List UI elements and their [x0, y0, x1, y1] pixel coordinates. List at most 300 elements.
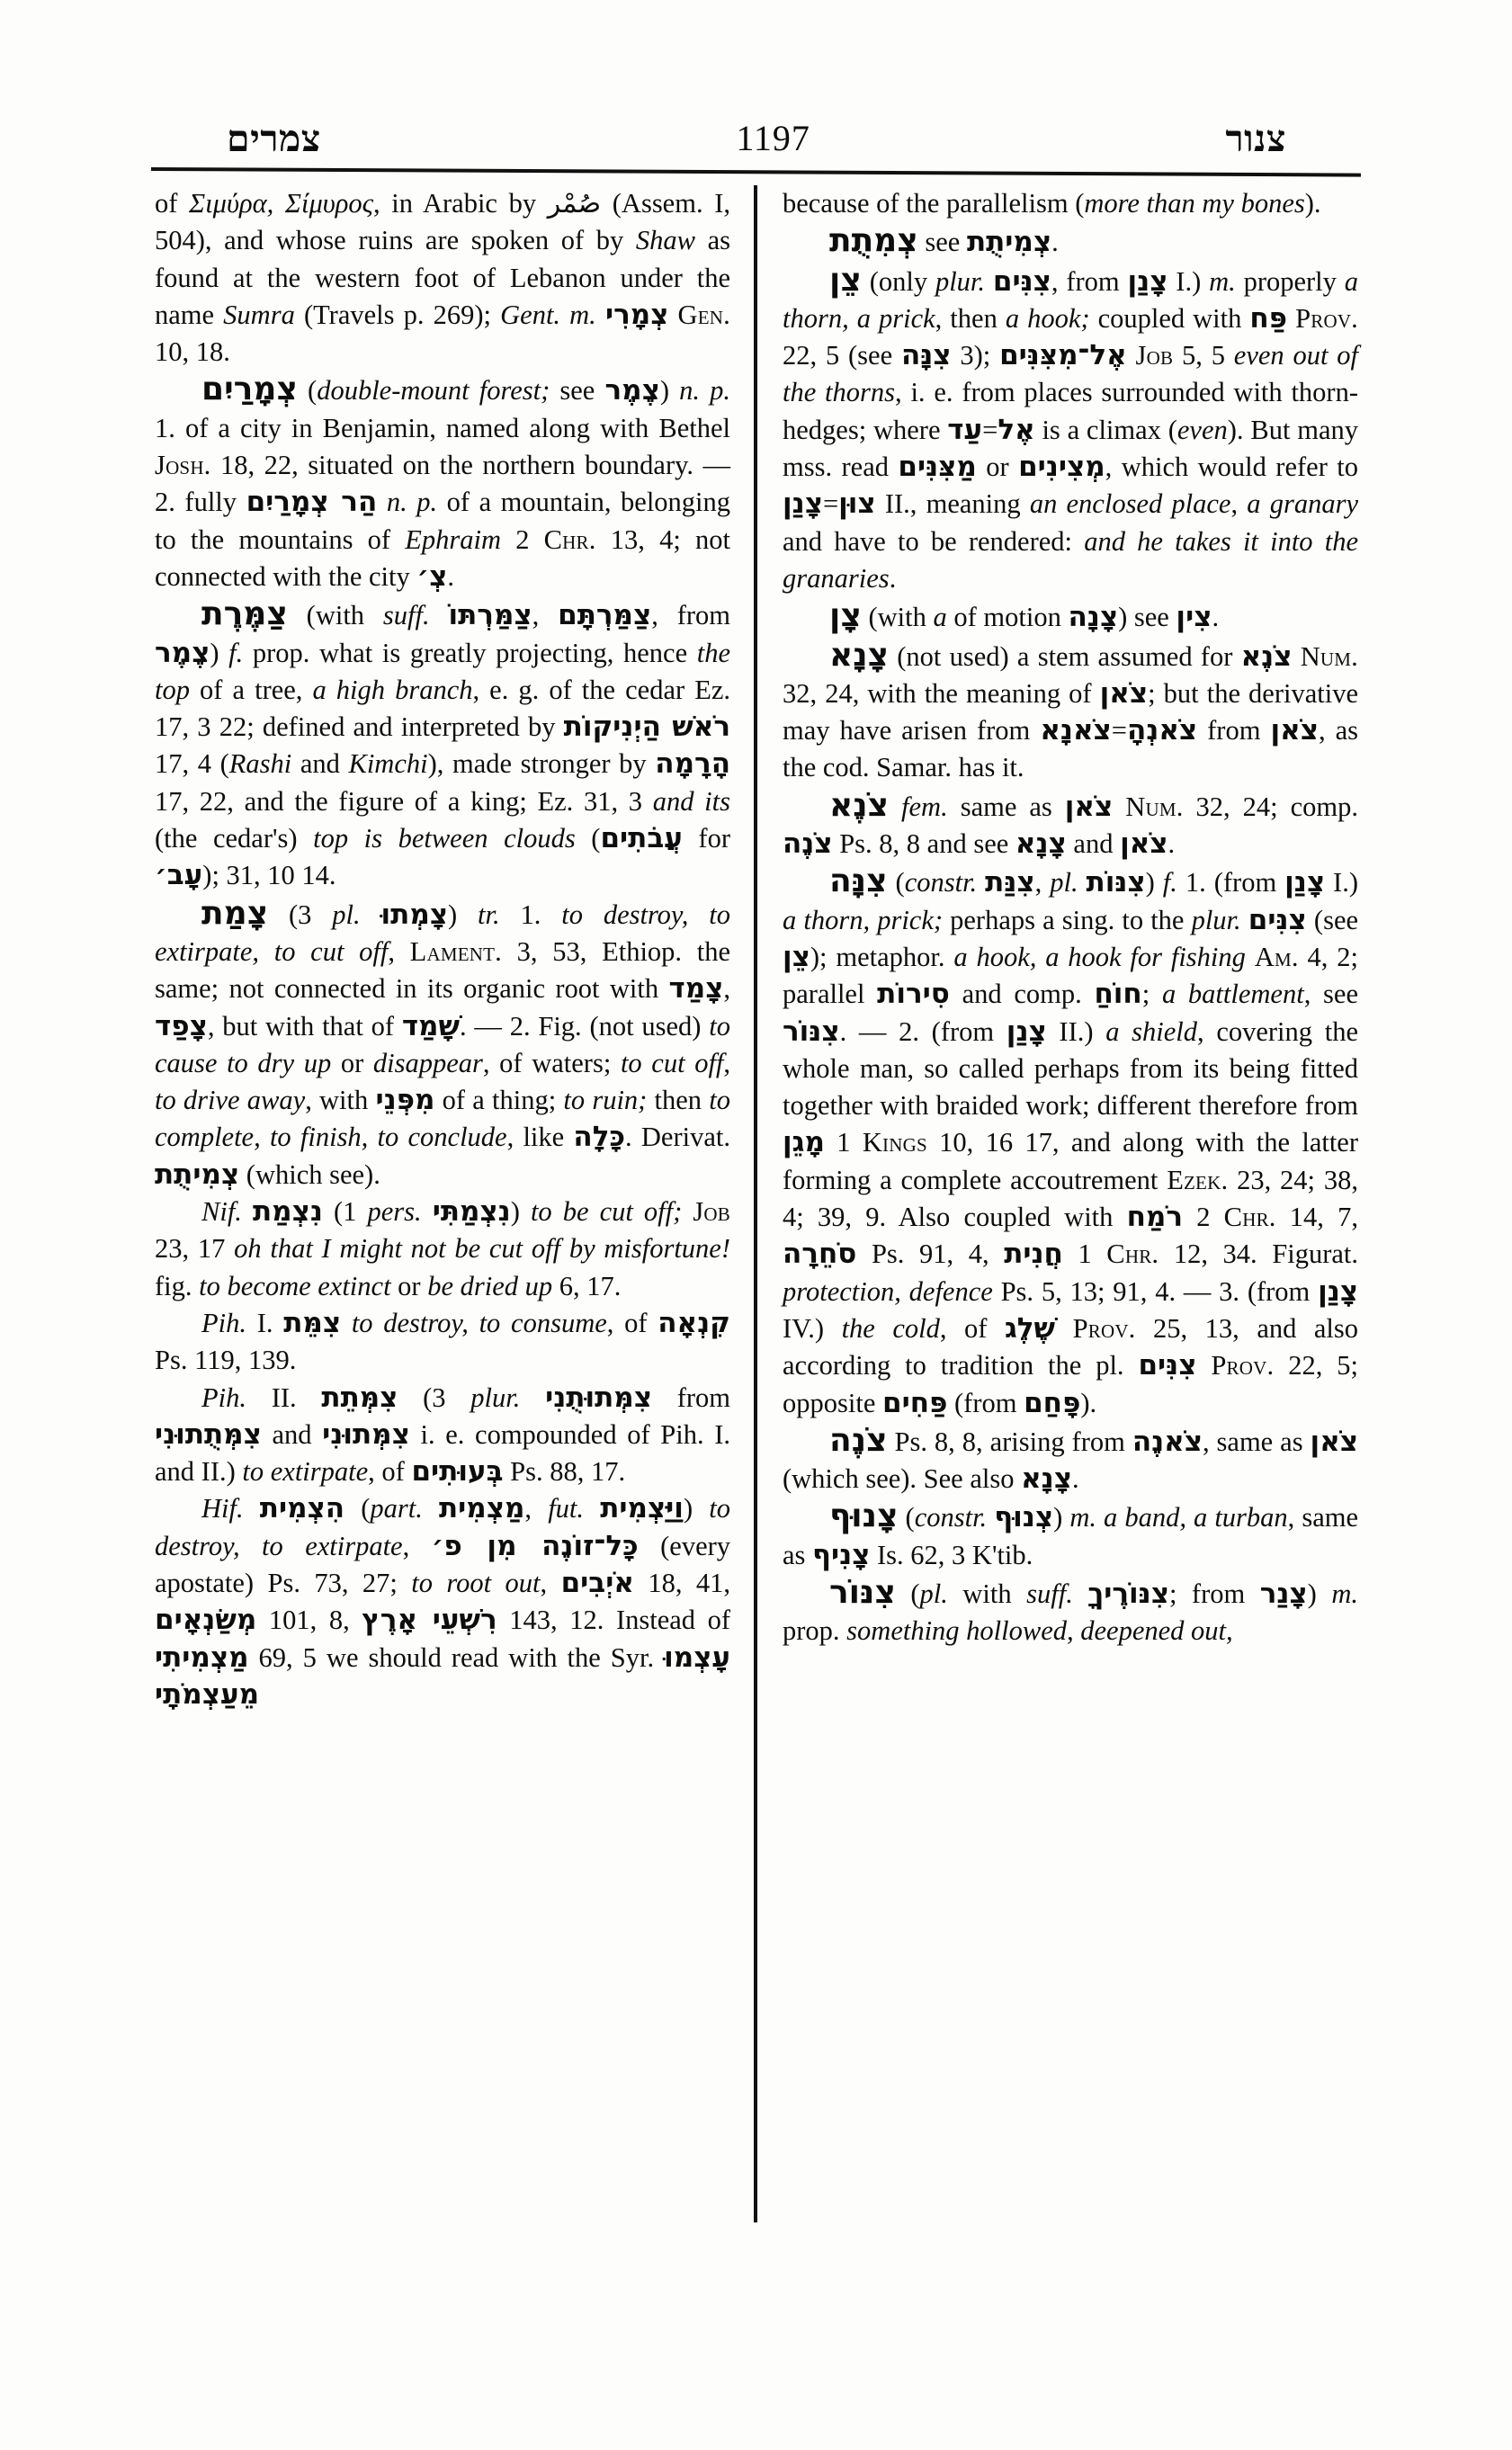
- body-text: ; from: [1168, 1578, 1260, 1609]
- gloss-text: fem.: [901, 791, 948, 822]
- body-text: (: [898, 1502, 915, 1533]
- body-text: .: [1071, 1463, 1079, 1495]
- body-text: properly: [1235, 265, 1345, 297]
- hebrew-word: צָנַן: [1127, 264, 1168, 298]
- hebrew-word: צִנִּים: [1138, 1349, 1197, 1382]
- hebrew-word: רִשְׁעֵי אָרֶץ: [362, 1604, 497, 1637]
- hebrew-word: חוֹחַ: [1094, 978, 1142, 1011]
- body-text: [422, 1196, 433, 1227]
- body-text: .: [1051, 227, 1059, 258]
- gloss-text: m.: [1209, 265, 1236, 297]
- body-text: with: [947, 1578, 1027, 1609]
- body-text: II., meaning: [875, 488, 1030, 520]
- body-text: because of the parallelism (: [783, 188, 1085, 219]
- hebrew-word: הַר צְמָרַיִם: [246, 486, 378, 519]
- body-text: [596, 300, 605, 330]
- hebrew-word: צְמִיתֻת: [155, 1158, 240, 1191]
- body-text: 2: [1183, 1202, 1224, 1233]
- entry-paragraph: [783, 1498, 1358, 1574]
- gloss-text: plur.: [1191, 904, 1241, 935]
- body-text: (3: [268, 899, 333, 930]
- body-text: 3);: [951, 340, 1000, 371]
- gloss-text: and its: [652, 785, 730, 817]
- body-text: (1: [322, 1196, 368, 1228]
- entry-paragraph: [155, 1305, 730, 1380]
- body-text: 23, 17: [155, 1233, 235, 1265]
- gloss-text: pl.: [919, 1578, 948, 1609]
- gloss-text: n. p.: [679, 375, 731, 407]
- body-text: 25, 13, and also according to tradition the pl.: [783, 1312, 1358, 1381]
- hebrew-word: צִמֵּת: [283, 1306, 342, 1339]
- body-text: 143, 12. Instead of: [497, 1605, 731, 1636]
- gloss-text: be dried up: [427, 1270, 553, 1301]
- body-text: 4, 2; parallel: [783, 941, 1358, 1010]
- body-text: and have to be rendered:: [783, 525, 1085, 557]
- body-text: 14, 7,: [1275, 1202, 1358, 1233]
- entry-paragraph: [155, 595, 730, 894]
- body-text: (with: [287, 600, 383, 631]
- body-text: =: [1111, 715, 1127, 747]
- hebrew-word: עֲבֹתִים: [600, 822, 683, 855]
- hebrew-word: צָנִיף: [812, 1538, 871, 1571]
- body-text: same as: [947, 791, 1065, 822]
- body-text: [1055, 1313, 1073, 1344]
- body-text: from: [651, 1381, 730, 1413]
- body-text: ;: [1141, 979, 1162, 1010]
- hebrew-word: צִנָּה: [829, 863, 888, 900]
- body-text: and: [261, 1418, 323, 1450]
- gloss-text: even: [1176, 414, 1228, 445]
- body-text: , from: [1051, 265, 1128, 297]
- body-text: , e. g. of the cedar Ez. 17, 3 22; defined and interpreted by: [155, 674, 730, 743]
- gloss-text: pers.: [367, 1196, 422, 1228]
- body-text: (from: [947, 1387, 1024, 1418]
- hebrew-word: בְּעוּתִים: [411, 1455, 504, 1489]
- body-text: [1196, 1350, 1211, 1381]
- body-text: (which see). See also: [783, 1463, 1022, 1495]
- hebrew-word: צִנַּת: [985, 866, 1035, 899]
- hebrew-word: צְמָרַיִם: [201, 371, 298, 408]
- body-text: Ps. 8, 8, arising from: [887, 1426, 1132, 1457]
- body-text: , then: [935, 302, 1006, 334]
- body-text: [423, 1493, 439, 1524]
- body-text: or: [331, 1047, 373, 1078]
- body-text: [242, 1196, 253, 1227]
- hebrew-word: עַד: [947, 413, 983, 446]
- hebrew-word: צֹאנֶה: [1132, 1425, 1203, 1458]
- body-text: ,: [723, 1047, 731, 1078]
- body-text: ): [448, 899, 479, 930]
- hebrew-word: קִנְאָה: [658, 1306, 730, 1339]
- gloss-text: Hif.: [201, 1493, 244, 1525]
- entry-paragraph: [783, 863, 1358, 1421]
- hebrew-word: שָׁמַד: [401, 1009, 460, 1042]
- gloss-text: m.: [1331, 1578, 1358, 1609]
- hebrew-word: מְשַׂנְאָים: [155, 1604, 257, 1637]
- hebrew-word: אֶל־מִצִּנִּים: [999, 339, 1127, 372]
- body-text: Ps. 88, 17.: [503, 1456, 626, 1488]
- gloss-text: a thorn, a prick: [783, 265, 1359, 334]
- hebrew-word: צָנָא: [1021, 1462, 1072, 1496]
- hebrew-word: צֹאנָא: [1040, 714, 1112, 747]
- hebrew-word: וַיַּצְמִית: [600, 1492, 684, 1525]
- scripture-abbrev: Job: [693, 1196, 731, 1228]
- body-text: .: [889, 562, 897, 594]
- body-text: [1246, 942, 1255, 972]
- body-text: , from: [651, 600, 730, 631]
- body-text: ): [1307, 1578, 1332, 1609]
- body-text: (only: [861, 265, 935, 297]
- body-text: 32, 24, with the meaning of: [783, 677, 1100, 709]
- body-text: ): [1053, 1502, 1070, 1533]
- body-text: ,: [524, 1493, 549, 1525]
- gloss-text: pl.: [1050, 867, 1078, 899]
- entry-paragraph: [155, 371, 730, 595]
- gloss-text: to destroy, to consume: [351, 1307, 607, 1338]
- hebrew-word: צֹאן: [1120, 827, 1168, 861]
- body-text: , with: [305, 1085, 376, 1116]
- entry-paragraph: [783, 262, 1358, 598]
- hebrew-word: צֹאן: [1064, 790, 1114, 823]
- hebrew-word: צָמְתוּ: [380, 898, 449, 931]
- gloss-text: to drive away: [155, 1085, 306, 1116]
- body-text: .: [447, 560, 454, 592]
- body-text: (which see).: [239, 1158, 380, 1190]
- hebrew-word: צִמְּתוּנִי: [322, 1417, 410, 1451]
- gloss-text: more than my bones: [1084, 188, 1305, 219]
- body-text: (: [575, 823, 601, 854]
- body-text: of a thing;: [434, 1085, 564, 1116]
- body-text: I.: [246, 1307, 284, 1338]
- body-text: 23, 24; 38, 4; 39, 9. Also coupled with: [783, 1164, 1358, 1233]
- hebrew-word: צוּן: [838, 487, 876, 521]
- hebrew-word: צִנּוֹר: [783, 1015, 840, 1048]
- gloss-text: Ephraim: [405, 523, 501, 555]
- gloss-text: tr.: [478, 899, 500, 930]
- hebrew-word: עָב׳: [155, 859, 203, 892]
- hebrew-word: צְנוּף: [994, 1501, 1054, 1534]
- running-head: [153, 97, 1358, 160]
- body-text: and: [291, 748, 349, 780]
- hebrew-word: צֹנֶא: [829, 786, 890, 824]
- hebrew-word: צֹאן: [1270, 714, 1319, 747]
- hebrew-word: צִנִּים: [1248, 903, 1307, 936]
- body-text: =: [982, 414, 998, 445]
- body-text: ); metaphor.: [810, 941, 954, 972]
- body-text: [1127, 340, 1136, 371]
- hebrew-word: צֹאן: [1099, 676, 1149, 710]
- body-text: [1078, 867, 1087, 898]
- body-text: , but with that of: [207, 1010, 402, 1042]
- body-text: I.): [1325, 867, 1358, 899]
- body-text: , which would refer to: [1105, 452, 1358, 483]
- entry-paragraph: [783, 1574, 1358, 1650]
- body-text: ,: [540, 1567, 561, 1598]
- header-rule: [151, 167, 1361, 177]
- body-text: ). But many mss. read: [783, 414, 1358, 483]
- scripture-abbrev: Chr.: [543, 523, 596, 555]
- hebrew-word: צְמִיתֻת: [966, 226, 1052, 259]
- hebrew-word: רֹמַח: [1126, 1201, 1184, 1234]
- body-text: 1. (from: [1176, 867, 1285, 899]
- hebrew-word: חֲנִית: [1004, 1238, 1063, 1271]
- body-text: of motion: [946, 602, 1069, 633]
- body-text: 18, 41,: [633, 1567, 730, 1598]
- hebrew-word: צָמַת: [201, 894, 269, 932]
- gloss-text: a battlement: [1161, 979, 1304, 1010]
- hebrew-word: עָצְמוּ מֵעַצְמֹתָי: [155, 1641, 730, 1711]
- body-text: [1113, 791, 1125, 822]
- body-text: , i. e. from places surrounded with thorn-hedges; where: [783, 377, 1358, 445]
- body-text: 12, 34. Figurat.: [1159, 1238, 1358, 1270]
- body-text: (every apostate) Ps. 73, 27;: [155, 1530, 731, 1598]
- hebrew-word: צַמַּרְתָּם: [558, 599, 652, 632]
- body-text: 32, 24; comp.: [1183, 791, 1359, 822]
- body-text: (Travels p. 269);: [294, 299, 501, 330]
- hebrew-word: צָנָא: [829, 636, 890, 674]
- gloss-text: Nif.: [201, 1196, 242, 1228]
- hebrew-word: נִצְמַת: [253, 1195, 323, 1229]
- gloss-text: top is between clouds: [313, 823, 576, 854]
- body-text: [520, 1382, 545, 1413]
- body-text: ): [683, 1493, 710, 1525]
- gloss-text: f.: [1162, 867, 1177, 899]
- body-text: [361, 899, 381, 930]
- body-text: ,: [388, 935, 410, 967]
- gloss-text: to complete, to finish, to conclude: [155, 1085, 730, 1153]
- hebrew-word: מִפְּנֵי: [375, 1084, 435, 1117]
- scripture-abbrev: Prov.: [1211, 1350, 1275, 1381]
- body-text: (: [297, 375, 318, 407]
- gloss-text: to destroy, to extirpate, to cut off: [155, 899, 730, 967]
- two-column-body: [155, 185, 1358, 2245]
- hebrew-word: צָמַד: [668, 972, 724, 1006]
- hebrew-word: צָנַן: [1318, 1274, 1359, 1308]
- body-text: II.: [246, 1381, 322, 1413]
- hebrew-word: צֵן: [783, 940, 810, 973]
- gloss-text: to cause to dry up: [155, 1010, 730, 1078]
- greek-word: Σιμύρα, Σίμυρος: [189, 188, 374, 219]
- hebrew-word: צִנּוֹר: [829, 1573, 896, 1611]
- body-text: 17, 4 (: [155, 748, 229, 780]
- gloss-text: constr.: [914, 1502, 988, 1533]
- gloss-text: a hook;: [1005, 302, 1090, 334]
- gloss-text: a high branch: [312, 674, 473, 705]
- hebrew-word: צְמִתֻת: [829, 222, 918, 260]
- entry-paragraph: [155, 895, 730, 1194]
- body-text: , as the cod. Samar. has it.: [783, 715, 1358, 783]
- hebrew-word: צָפַד: [155, 1009, 208, 1042]
- hebrew-word: פַּח: [1249, 301, 1288, 335]
- body-text: prop. what is greatly projecting, hence: [243, 637, 697, 668]
- gloss-text: f.: [228, 637, 244, 668]
- body-text: I.): [1168, 265, 1210, 297]
- body-text: prop.: [783, 1615, 847, 1647]
- body-text: 22, 5; opposite: [783, 1350, 1358, 1418]
- body-text: Ps. 119, 139.: [155, 1345, 297, 1376]
- body-text: fig.: [155, 1270, 200, 1301]
- body-text: [377, 487, 387, 517]
- scripture-abbrev: Prov.: [1295, 302, 1359, 334]
- gloss-text: part.: [370, 1493, 423, 1525]
- entry-paragraph: [783, 637, 1358, 787]
- body-text: ,: [1034, 867, 1051, 899]
- body-text: from: [1197, 715, 1271, 747]
- hebrew-word: מַצְמִית: [439, 1492, 525, 1525]
- hebrew-word: צֹנֶא: [1240, 639, 1293, 673]
- entry-paragraph: [783, 222, 1358, 261]
- gloss-text: oh that I might not be cut off by misfortune!: [234, 1233, 730, 1265]
- gloss-text: a band, a turban: [1104, 1502, 1288, 1533]
- scripture-abbrev: Gen.: [677, 299, 730, 330]
- body-text: [584, 1493, 600, 1524]
- body-text: and comp.: [949, 979, 1095, 1010]
- hebrew-word: צַמַּרְתּוֹ: [448, 599, 532, 632]
- hebrew-word: צִנּוֹת: [1086, 866, 1146, 899]
- hebrew-word: פַּחִים: [881, 1386, 948, 1419]
- body-text: [430, 600, 449, 630]
- hebrew-word: צִנִּים: [992, 264, 1051, 298]
- body-text: 22, 5 (see: [783, 340, 901, 371]
- body-text: 1: [1062, 1238, 1107, 1270]
- body-text: , of: [939, 1312, 1005, 1344]
- body-text: ,: [402, 1530, 432, 1561]
- gloss-text: a granary: [1247, 488, 1358, 520]
- gloss-text: Gent. m.: [500, 299, 596, 330]
- hebrew-word: צָנָה: [1068, 601, 1119, 634]
- scripture-abbrev: Prov.: [1072, 1312, 1136, 1344]
- body-text: [244, 1493, 260, 1524]
- body-text: ,: [1230, 488, 1248, 520]
- body-text: [977, 867, 985, 898]
- gloss-text: double-mount forest;: [317, 375, 550, 407]
- body-text: . — 2. (from: [839, 1015, 1007, 1047]
- gloss-text: an enclosed place: [1029, 488, 1231, 520]
- body-text: ), made stronger by: [427, 748, 656, 780]
- hebrew-word: צֶמֶר: [155, 636, 210, 669]
- page-number: 1197: [736, 118, 810, 158]
- right-text-column: [757, 185, 1358, 2245]
- gloss-text: plur.: [935, 265, 986, 297]
- hebrew-word: סֹחֵרָה: [783, 1238, 857, 1271]
- hebrew-word: פָּחַם: [1024, 1386, 1081, 1419]
- gloss-text: m.: [1069, 1502, 1096, 1533]
- hebrew-word: שֶׁלֶג: [1004, 1311, 1056, 1345]
- arabic-word: صُمْر: [547, 188, 602, 219]
- body-text: of a mountain, belonging to the mountains of: [155, 487, 731, 555]
- gloss-text: Rashi: [228, 748, 292, 780]
- gloss-text: Pih.: [201, 1381, 246, 1413]
- body-text: 1: [824, 1127, 863, 1158]
- scripture-abbrev: Kings: [862, 1127, 927, 1158]
- body-text: =: [822, 488, 839, 520]
- entry-paragraph: [783, 1422, 1358, 1498]
- body-text: is a climax (: [1034, 414, 1177, 445]
- gloss-text: plur.: [470, 1381, 521, 1413]
- body-text: IV.): [783, 1312, 842, 1344]
- running-head-right-catchword: צנור: [1225, 118, 1286, 159]
- gloss-text: to root out: [411, 1567, 541, 1598]
- body-text: i. e. compounded of Pih. I. and II.): [155, 1418, 730, 1488]
- hebrew-word: אֹיְבִים: [560, 1566, 634, 1599]
- body-text: 101, 8,: [256, 1605, 362, 1636]
- body-text: ) see: [1118, 602, 1176, 633]
- scripture-abbrev: Am.: [1254, 941, 1299, 972]
- body-text: , same as: [783, 1502, 1359, 1570]
- body-text: , in Arabic by: [373, 188, 548, 219]
- body-text: , see: [1303, 979, 1358, 1010]
- body-text: ); 31, 10 14.: [202, 860, 336, 891]
- hebrew-word: צִמְּתֵת: [321, 1381, 398, 1414]
- hebrew-word: צָנוּף: [829, 1498, 899, 1535]
- gloss-text: to extirpate: [242, 1456, 369, 1488]
- hebrew-word: מַצְמִיתִי: [155, 1641, 249, 1674]
- body-text: ): [510, 1196, 531, 1228]
- gloss-text: a shield: [1105, 1015, 1198, 1047]
- body-text: (not used) a stem assumed for: [889, 640, 1241, 672]
- entry-paragraph: [155, 1194, 730, 1305]
- gloss-text: constr.: [904, 867, 978, 899]
- body-text: [682, 1196, 693, 1227]
- body-text: ).: [1080, 1387, 1097, 1418]
- body-text: 18, 22, situated on the northern boundary. — 2. fully: [155, 450, 730, 518]
- hebrew-word: צֹנֶה: [829, 1421, 888, 1459]
- hebrew-word: סִירוֹת: [877, 978, 950, 1011]
- body-text: [889, 791, 901, 822]
- body-text: [1287, 303, 1295, 334]
- body-text: . Derivat.: [625, 1122, 730, 1153]
- hebrew-word: צִמְּתֻתוּנִי: [155, 1417, 262, 1451]
- body-text: or: [390, 1270, 428, 1301]
- body-text: of a tree,: [189, 674, 313, 705]
- hebrew-word: צָנַר: [1259, 1577, 1308, 1610]
- hebrew-word: צְמָרִי: [604, 298, 669, 331]
- entry-paragraph: [783, 185, 1358, 222]
- hebrew-word: רֹאשׁ הַיְנִיקוֹת: [563, 711, 730, 744]
- body-text: 10, 18.: [155, 336, 230, 368]
- hebrew-word: צִנּוֹרֶיךָ: [1087, 1577, 1169, 1610]
- body-text: II.): [1046, 1015, 1106, 1047]
- body-text: (with: [861, 602, 934, 633]
- hebrew-word: הִצְמִית: [259, 1492, 345, 1525]
- body-text: ).: [1304, 188, 1321, 219]
- body-text: [1292, 641, 1300, 672]
- hebrew-word: צָנַן: [783, 487, 823, 521]
- entry-paragraph: [155, 1490, 730, 1713]
- scripture-abbrev: Josh.: [155, 450, 211, 481]
- scripture-abbrev: Num.: [1125, 791, 1184, 822]
- scripture-abbrev: Chr.: [1106, 1238, 1159, 1270]
- gloss-text: the cold: [841, 1312, 940, 1344]
- entry-paragraph: [155, 185, 730, 371]
- body-text: , like: [506, 1122, 574, 1153]
- gloss-text: the top: [155, 637, 730, 705]
- body-text: 6, 17.: [552, 1270, 622, 1301]
- body-text: , of waters;: [482, 1047, 621, 1078]
- body-text: (3: [398, 1381, 471, 1413]
- body-text: .: [1212, 602, 1220, 633]
- body-text: ): [659, 375, 680, 407]
- entry-paragraph: [783, 787, 1358, 863]
- gloss-text: and he takes it into the granaries: [783, 525, 1358, 594]
- hebrew-word: מָגֵן: [783, 1126, 825, 1159]
- body-text: 5, 5: [1173, 340, 1234, 371]
- body-text: and: [1066, 828, 1121, 860]
- body-text: 69, 5 we should read with the Syr.: [248, 1641, 665, 1673]
- scripture-abbrev: Lament.: [409, 935, 502, 967]
- body-text: [341, 1308, 352, 1338]
- scripture-abbrev: Num.: [1300, 640, 1358, 672]
